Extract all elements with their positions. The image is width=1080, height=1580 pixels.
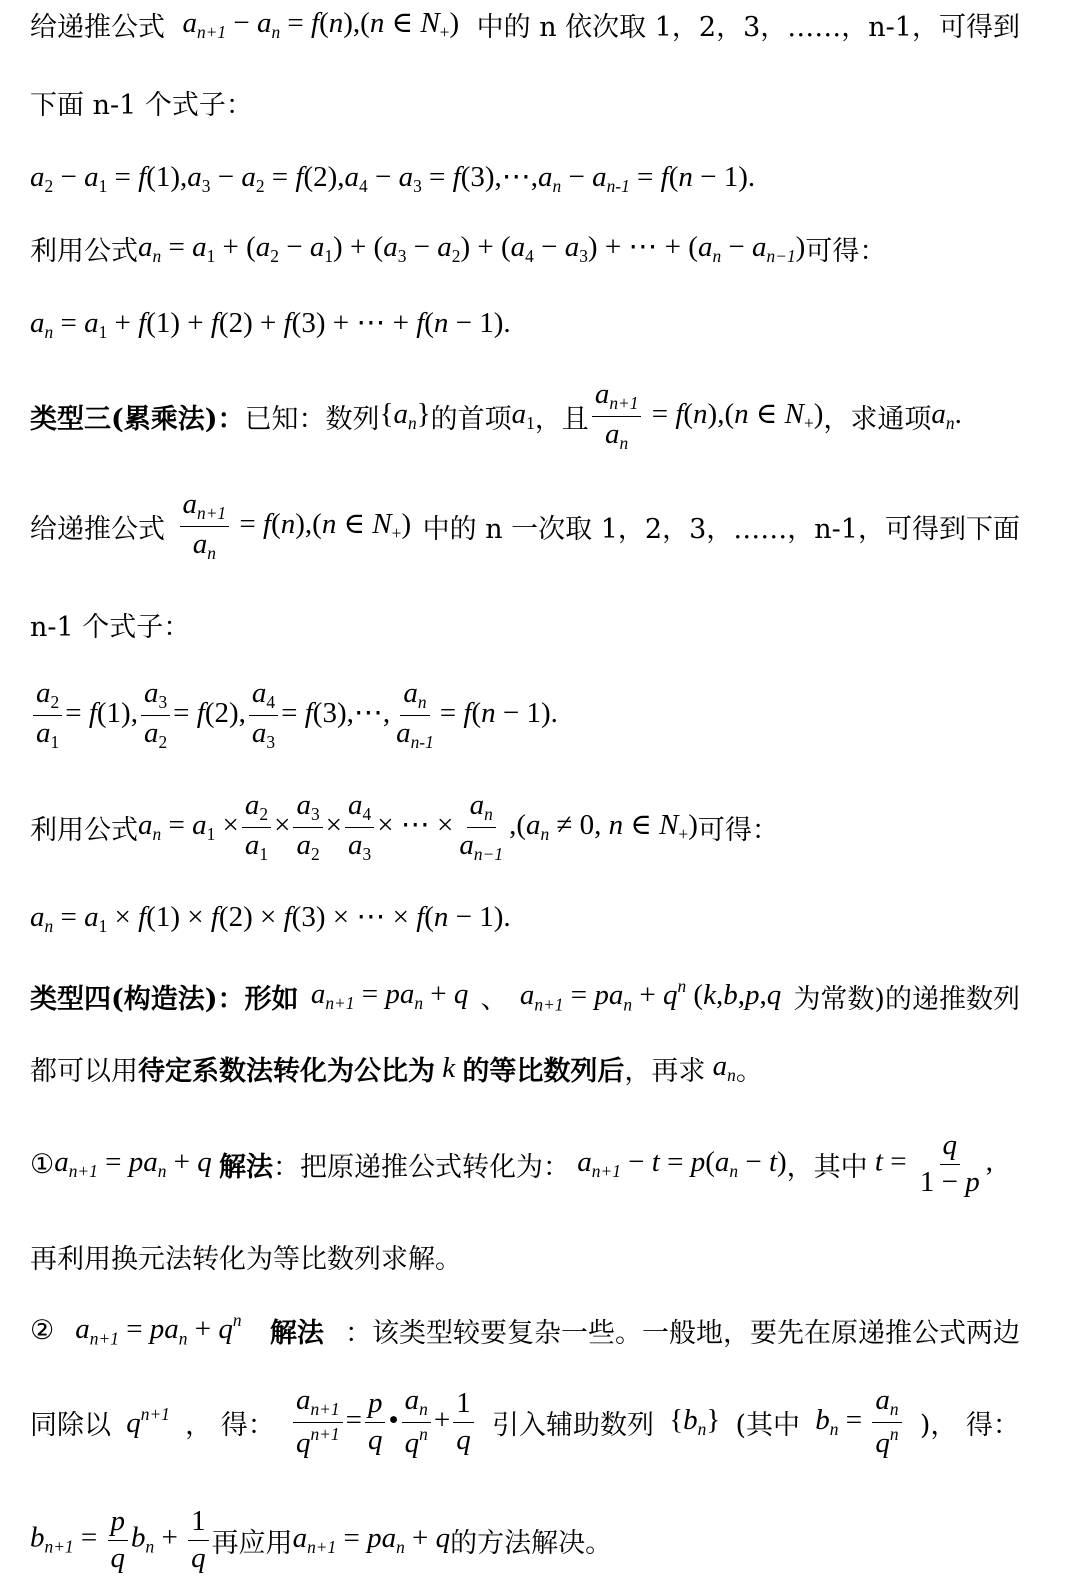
text: 可得： — [805, 235, 887, 267]
formula-sum-result: $a_n = a_1 + f(1) + f(2) + f(3)$ + ⋯ + f(n − 1). — [30, 306, 511, 343]
text: 可得： — [697, 814, 779, 846]
text: 解法 — [219, 1151, 274, 1183]
formula-an: $a_n$ — [712, 1049, 736, 1086]
formula-t-value: t = $\frac{q}{1 - p}$ , — [874, 1129, 993, 1198]
formula-telescoping-sum: $a_n = a_1 + (a_2 - a_1) + (a_3 - a_2) + (a_4 - a_3)$ + ⋯ + $(a_n - a_{n-1})$ — [138, 230, 806, 267]
text: 再应用 — [211, 1527, 293, 1559]
text: 给递推公式 — [30, 11, 165, 43]
formula-transformed: $a_{n+1} - t = p(a_n - t)$ — [577, 1145, 787, 1182]
method1 — [30, 1128, 1020, 1200]
text: 同除以 — [30, 1409, 111, 1441]
circled-number-2: ② — [30, 1314, 55, 1346]
text: ，其中 — [786, 1151, 868, 1183]
text: 利用公式 — [30, 235, 138, 267]
formula-a1: $a_1$ — [511, 397, 535, 434]
type4-title: 类型四(构造法)：形如 — [30, 983, 299, 1015]
formula-bn-seq: $\{b_n\}$ — [669, 1403, 721, 1440]
line-method-desc: 都可以用 待定系数法转化为公比为 k 的等比数列后 ，再求 $a_n$ 。 — [30, 1049, 763, 1087]
type3-title: 类型三(累乘法)： — [30, 403, 245, 435]
formula-exp-recurrence: $a_{n+1} = pa_n + q^n$ — [75, 1310, 242, 1349]
text: 利用公式 — [30, 814, 138, 846]
text: 的首项 — [430, 403, 512, 435]
line-ratio-intro — [30, 488, 1020, 564]
formula-linear-recurrence: $a_{n+1} = pa_n + q$ — [310, 977, 469, 1014]
text: ，求通项 — [823, 403, 932, 435]
text: 下面 n-1 个式子： — [30, 89, 253, 121]
text: ：把原递推公式转化为： — [273, 1151, 571, 1183]
formula-bn-def: $b_n$ = $\frac{a_n}{q^n}$ — [815, 1386, 904, 1459]
formula-exp-recurrence: $a_{n+1} = pa_n + q^n$ (k,b,p,q — [519, 976, 782, 1015]
formula-ratio-recurrence: $\frac{a_{n+1}}{a_n}$ = f(n),(n ∈ $N_+$) — [589, 380, 824, 453]
type3-heading — [30, 378, 1020, 454]
text: ：该类型较要复杂一些。一般地，要先在原递推公式两边 — [344, 1317, 1020, 1349]
formula-k: k — [435, 1051, 463, 1084]
type4-heading — [30, 974, 1020, 1018]
formula-sequence: $\{a_n\}$ — [379, 397, 431, 434]
text: 的方法解决。 — [450, 1527, 613, 1559]
line-n-minus-1-b — [30, 604, 1020, 644]
circled-number-1: ① — [30, 1148, 55, 1180]
formula-linear-recurrence: $a_{n+1} = pa_n + q$ — [292, 1521, 451, 1558]
text: 、 — [480, 983, 508, 1015]
text: ， 得： — [185, 1409, 275, 1441]
formula-ratios-list: $\frac{a_2}{a_1}$ = f(1), $\frac{a_3}{a_2}$ = f(2), $\frac{a_4}{a_3}$ = f(3),⋯, $\frac{a_n}{a_{n-1}}$ = f(n − 1). — [30, 676, 1020, 754]
text: 解法 — [269, 1317, 324, 1349]
line-product-formula — [30, 788, 1020, 866]
line-divide — [30, 1382, 1020, 1462]
line-n-minus-1 — [30, 82, 1020, 122]
line-final — [30, 1500, 1020, 1580]
text: ，再求 — [624, 1055, 706, 1087]
text: ，且 — [534, 403, 589, 435]
formula-product-result: $a_n = a_1 \times f(1) \times f(2) \times f(3)$ × ⋯ × f(n − 1). — [30, 900, 511, 937]
text: (其中 — [735, 1409, 801, 1441]
text: 已知：数列 — [244, 403, 380, 435]
formula-telescoping-product: $a_n = a_1$ × $\frac{a_2}{a_1}$ × $\frac{a_3}{a_2}$ × $\frac{a_4}{a_3}$ × ⋯ × $\frac{a_n}{a_{n-1}}$ $,(a_n \ne 0$, n ∈ $N_+$) — [138, 788, 698, 865]
text: 中的 n 依次取 1，2，3，……，n-1，可得到 — [476, 11, 1020, 43]
formula-divided: $\frac{a_{n+1}}{q^{n+1}}$ = $\frac{p}{q}$ • $\frac{a_n}{q^n}$ + $\frac{1}{q}$ — [290, 1386, 477, 1459]
formula-q-power: $q^{n+1}$ — [126, 1403, 170, 1440]
formula-ratio-recurrence-2: $\frac{a_{n+1}}{a_n}$ = f(n),(n ∈ $N_+$) — [177, 490, 412, 563]
line-substitution — [30, 1236, 1020, 1276]
text: n-1 个式子： — [30, 611, 191, 643]
text: 为常数)的递推数列 — [793, 983, 1020, 1015]
formula-differences-list: $a_2 - a_1 = f(1),a_3 - a_2 = f(2),a_4 - a_3$ = $f(3),\cdots,a_n - a_{n-1} = f(n - 1)$. — [30, 160, 756, 197]
text: 的等比数列后 — [462, 1055, 625, 1087]
text: 都可以用 — [30, 1055, 138, 1087]
method2 — [30, 1308, 1020, 1352]
text: )， 得： — [919, 1409, 1020, 1441]
line-recurrence-intro — [30, 4, 1020, 44]
formula-linear-recurrence: $a_{n+1} = pa_n + q$ — [54, 1145, 212, 1182]
text: 引入辅助数列 — [491, 1409, 654, 1441]
line-sum-formula — [30, 226, 1020, 270]
text: 给递推公式 — [30, 513, 165, 545]
formula-diff-recurrence: $a_{n+1} - a_n = f(n),(n$ ∈ $N_+$) — [182, 6, 460, 43]
text: 再利用换元法转化为等比数列求解。 — [30, 1243, 462, 1275]
text: 待定系数法转化为公比为 — [138, 1055, 435, 1087]
formula-bn-recurrence: $b_{n+1}$ = $\frac{p}{q}$ $b_n$ + $\frac{1}{q}$ — [30, 1507, 212, 1573]
formula-an: $a_n$. — [931, 397, 962, 434]
text: 中的 n 一次取 1，2，3，……，n-1，可得到下面 — [422, 513, 1020, 545]
